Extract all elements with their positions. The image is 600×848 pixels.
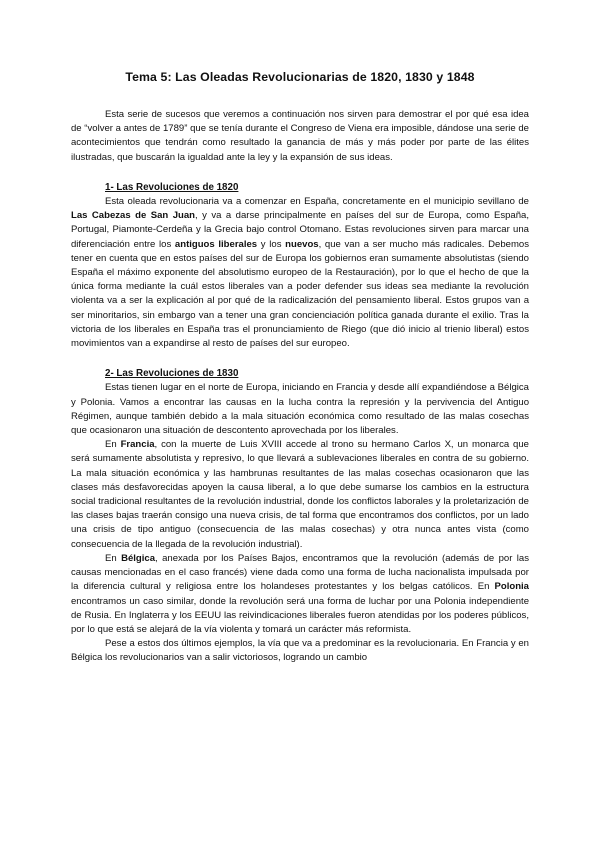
text-run: En: [105, 552, 122, 564]
text-run: , anexada por los Países Bajos, encontramos que la revolución (además de por las causas mencionadas en el caso francés) viene dada como una forma de lucha nacionalista impulsada por la diferencia cultural y religiosa entre los holandeses protestantes y los belgas católicos. En: [71, 552, 529, 593]
section-heading-1830: 2- Las Revoluciones de 1830: [105, 368, 239, 380]
text-run: , con la muerte de Luis XVIII accede al trono su hermano Carlos X, un monarca que será sumamente absolutista y represivo, lo que llevará a sublevaciones liberales en contra de su gobierno. La mala situación económica y las hambrunas resultantes de las malas cosechas ocasionaron que las clases más desfavorecidas apoyen la causa liberal, a lo que debe sumarse los cambios en la estructura social tradicional resultantes de la revolución industrial, donde los conflictos laborales y la proletarización de las clases bajas traerán consigo una nueva crisis, de tal forma que encontramos dos conflictos, por un lado una crisis de tipo antiguo (consecuencia de las malas cosechas) y otra nunca antes vista (como consecuencia de la llegada de la revolución industrial).: [71, 439, 529, 550]
text-run: En: [105, 439, 121, 451]
bold-term-polonia: Polonia: [494, 581, 529, 593]
text-run: Esta oleada revolucionaria va a comenzar en España, concretamente en el municipio sevillano de: [105, 196, 529, 208]
section-1830-paragraph-francia: [71, 438, 529, 552]
bold-term-nuevos: nuevos: [285, 238, 319, 250]
section-1830-paragraph-1: Estas tienen lugar en el norte de Europa, iniciando en Francia y desde allí expandiéndose a Bélgica y Polonia. Vamos a encontrar las causas en la lucha contra la represión y la pervivencia del Antiguo Régimen, aunque también debido a la mala situación económica como resultado de las malas cosechas que ocasionaron una situación de descontento aprovechada por los liberales.: [71, 382, 529, 437]
text-run: , que van a ser mucho más radicales. Debemos tener en cuenta que en estos países del sur de Europa los gobiernos eran sumamente absolutistas (siendo España el máximo exponente del absolutismo europeo de la Restauración), por lo que el hecho de que la única forma mediante la cuál estos liberales van a poder defender sus ideas sea mediante la revolución violenta va a ser la explicación al por qué de la radicalización del pensamiento liberal. Estos grupos van a ser minoritarios, sin embargo van a tener una gran concienciación política ganada durante el exilio. Tras la victoria de los liberales en España tras el pronunciamiento de Riego (que dió inicio al trienio liberal) estos movimientos van a expandirse al resto de países del sur europeo.: [71, 238, 529, 350]
bold-term-belgica: Bélgica: [121, 552, 156, 564]
bold-term-cabezas: Las Cabezas de San Juan: [71, 210, 195, 222]
section-1820-paragraph: [71, 195, 529, 351]
bold-term-francia: Francia: [120, 439, 155, 451]
section-1830-paragraph-belgica: [71, 552, 529, 637]
intro-paragraph: Esta serie de sucesos que veremos a continuación nos sirven para demostrar el por qué esa idea de “volver a antes de 1789” que se tenía durante el Congreso de Viena era imposible, dándose una serie de acontecimientos que tendrán como resultado la ganancia de más y más poder por parte de las élites ilustradas, que buscarán la igualdad ante la ley y la expansión de sus ideas.: [71, 109, 529, 163]
section-1830-paragraph-4: Pese a estos dos últimos ejemplos, la vía que va a predominar es la revolucionaria. En Francia y en Bélgica los revolucionarios van a salir victoriosos, logrando un cambio: [71, 638, 529, 664]
text-run: y los: [257, 238, 286, 250]
page-title: Tema 5: Las Oleadas Revolucionarias de 1820, 1830 y 1848: [125, 70, 475, 84]
bold-term-antiguos-liberales: antiguos liberales: [174, 238, 258, 250]
section-heading-1820: 1- Las Revoluciones de 1820: [105, 181, 239, 193]
text-run: , y va a darse principalmente en países del sur de Europa, como España, Portugal, Piamonte-Cerdeña y la Grecia bajo control Otomano. Estas revoluciones sirven para marcar una diferenciación entre los: [71, 210, 529, 250]
text-run: encontramos un caso similar, donde la revolución será una forma de luchar por una Polonia independiente de Rusia. En Inglaterra y los EEUU las reivindicaciones liberales fueron atendidas por los poderes públicos, por lo que está se alejará de la vía violenta y tomará un carácter más reformista.: [71, 595, 529, 635]
